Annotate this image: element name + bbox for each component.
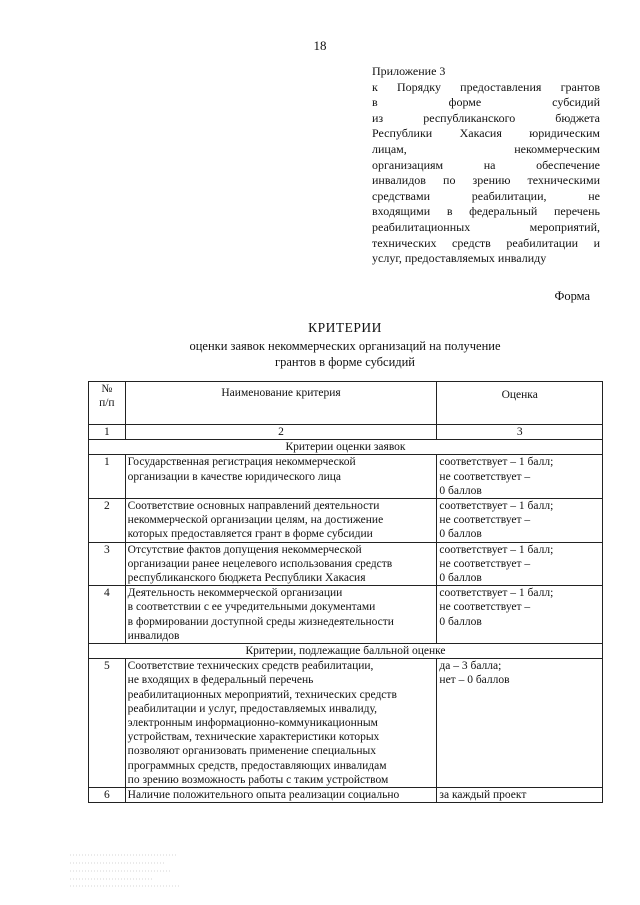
criterion-line: некоммерческой организации целям, на достижение [127,514,384,527]
score-line: не соответствует – [439,601,531,614]
row-number: 1 [89,455,126,499]
criterion-line: по зрению возможность работы с таким устройством [127,773,389,786]
criterion-name [125,499,437,543]
table-row [89,659,603,788]
table-row [89,499,603,543]
criterion-line: которых предоставляется грант в форме субсидии [127,528,373,541]
row-number: 5 [89,659,126,788]
criterion-line: Деятельность некоммерческой организации [127,587,343,600]
criterion-line: Отсутствие фактов допущения некоммерческой [127,543,362,556]
score-line: соответствует – 1 балл; [439,456,554,469]
criterion-score [437,659,603,788]
table-row [89,542,603,586]
appendix-title: Приложение 3 [372,64,446,78]
criterion-line: организации в качестве юридического лица [127,470,342,483]
score-line: соответствует – 1 балл; [439,543,554,556]
appendix-line: в форме субсидий [372,95,600,110]
appendix-line: технических средств реабилитации и [372,235,600,250]
header-score: Оценка [437,382,603,425]
criterion-line: инвалидов [127,629,180,642]
criterion-line: программных средств, предоставляющих инвалидам [127,759,387,772]
score-line: 0 баллов [439,572,482,585]
score-line: 0 баллов [439,615,482,628]
header-num-line: п/п [99,397,115,410]
subtitle-line: оценки заявок некоммерческих организаций на получение [189,339,501,353]
criterion-line: Соответствие основных направлений деятельности [127,500,380,513]
criterion-line: не входящих в федеральный перечень [127,674,314,687]
table-header-row [89,382,603,425]
criterion-line: реабилитационных мероприятий, технических средств [127,688,397,701]
header-num [89,382,126,425]
section-row [89,644,603,659]
column-index-row [89,425,603,440]
criterion-score [437,455,603,499]
appendix-block [372,64,600,267]
page-number: 18 [313,38,327,53]
criterion-line: республиканского бюджета Республики Хакасия [127,572,366,585]
document-title: КРИТЕРИИ [308,320,382,335]
section-title: Критерии, подлежащие балльной оценке [89,644,603,659]
appendix-line: организациям на обеспечение [372,157,600,172]
appendix-line: из республиканского бюджета [372,110,600,125]
criterion-name [125,455,437,499]
score-line: 0 баллов [439,484,482,497]
appendix-line: инвалидов по зрению техническими [372,173,600,188]
faint-stamp-marks [68,851,184,889]
criterion-score [437,542,603,586]
criteria-table [88,381,603,803]
table-row [89,455,603,499]
row-number: 3 [89,542,126,586]
criterion-line: в соответствии с ее учредительными документами [127,601,376,614]
table-row [89,586,603,644]
score-line: нет – 0 баллов [439,674,510,687]
score-line: соответствует – 1 балл; [439,587,554,600]
criterion-score [437,586,603,644]
row-number: 4 [89,586,126,644]
criterion-line: Соответствие технических средств реабилитации, [127,660,374,673]
section-row [89,440,603,455]
score-line: соответствует – 1 балл; [439,500,554,513]
criterion-line: Наличие положительного опыта реализации социально [127,789,400,802]
section-title: Критерии оценки заявок [89,440,603,455]
score-line: 0 баллов [439,528,482,541]
criterion-line: электронным информационно-коммуникационным [127,717,378,730]
subtitle-line: грантов в форме субсидий [274,355,415,369]
criterion-name [125,659,437,788]
score-line: да – 3 балла; [439,660,502,673]
score-line: не соответствует – [439,470,531,483]
score-line: за каждый проект [439,789,527,802]
criterion-line: организации ранее нецелевого использования средств [127,557,393,570]
row-number: 6 [89,788,126,803]
appendix-line: услуг, предоставляемых инвалиду [372,251,547,266]
criterion-line: реабилитации и услуг, предоставляемых инвалиду, [127,702,377,715]
column-index: 2 [125,425,437,440]
appendix-line: лицам, некоммерческим [372,141,600,156]
score-line: не соответствует – [439,514,531,527]
appendix-line: входящими в федеральный перечень [372,204,600,219]
criterion-line: в формировании доступной среды жизнедеятельности [127,615,394,628]
header-num-line: № [101,383,113,395]
row-number: 2 [89,499,126,543]
column-index: 3 [437,425,603,440]
appendix-line: реабилитационных мероприятий, [372,219,600,234]
criterion-name [125,542,437,586]
score-line: не соответствует – [439,557,531,570]
appendix-line: к Порядку предоставления грантов [372,79,600,94]
form-label: Форма [554,289,590,303]
criterion-line: позволяют организовать применение специальных [127,745,376,758]
criterion-score [437,499,603,543]
criterion-line: Государственная регистрация некоммерческой [127,456,356,469]
criterion-name [125,788,437,803]
appendix-line: средствами реабилитации, не [372,188,600,203]
document-subtitle [0,338,640,370]
appendix-line: Республики Хакасия юридическим [372,126,600,141]
header-name: Наименование критерия [125,382,437,425]
criterion-score [437,788,603,803]
table-row [89,788,603,803]
column-index: 1 [89,425,126,440]
criterion-line: устройствам, технические характеристики которых [127,731,380,744]
criterion-name [125,586,437,644]
